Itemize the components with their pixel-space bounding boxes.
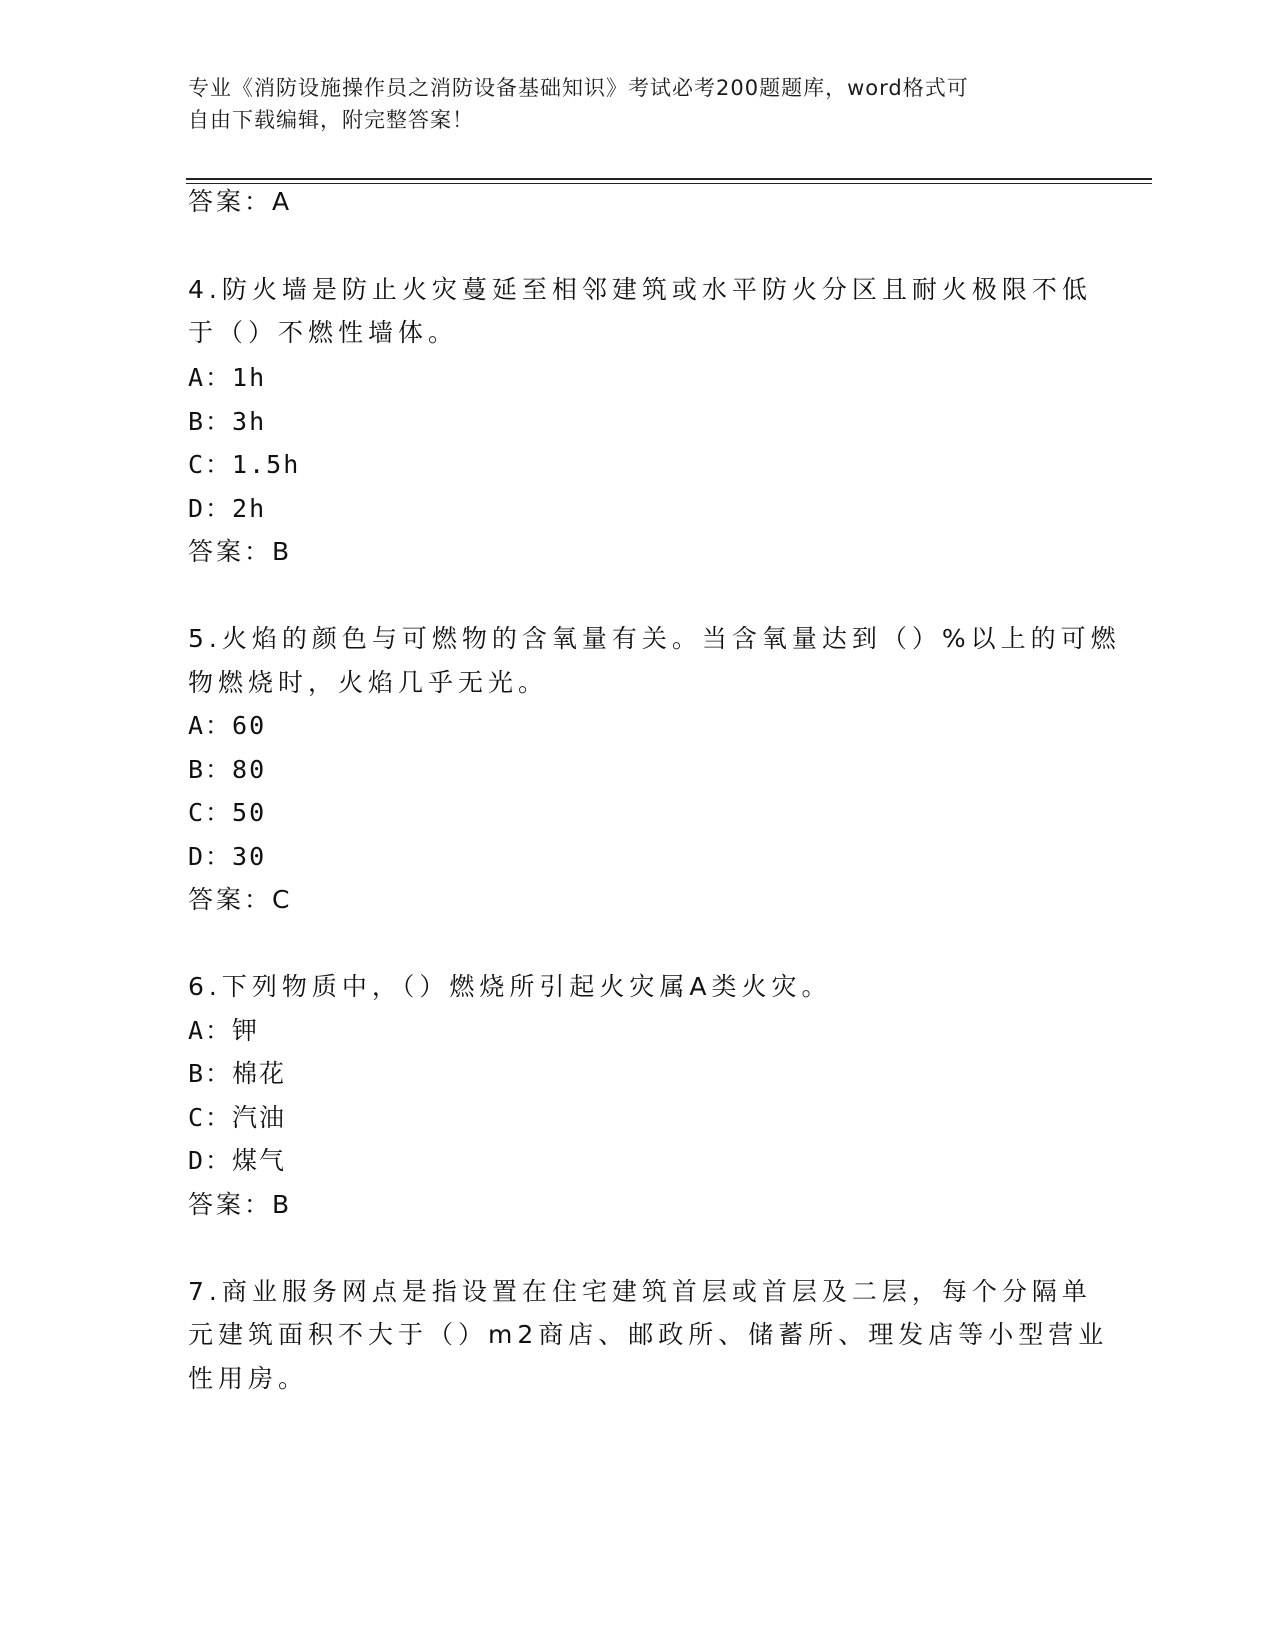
- question-6-option-b: B：棉花: [188, 1059, 287, 1088]
- question-6-stem-line-1: 6.下列物质中，（）燃烧所引起火灾属A类火灾。: [188, 972, 832, 1001]
- header-line-1: 专业《消防设施操作员之消防设备基础知识》考试必考200题题库，word格式可: [188, 76, 969, 100]
- question-4-answer: 答案：B: [188, 537, 293, 566]
- question-6-option-a: A：钾: [188, 1016, 260, 1045]
- question-6-answer: 答案：B: [188, 1190, 293, 1219]
- question-6-option-c: C：汽油: [188, 1103, 287, 1132]
- header-rule-thick: [186, 178, 1152, 180]
- question-7-stem-line-2: 元建筑面积不大于（）m2商店、邮政所、储蓄所、理发店等小型营业: [188, 1320, 1109, 1349]
- question-4-option-a: A：1h: [188, 363, 267, 392]
- question-7-stem-line-1: 7.商业服务网点是指设置在住宅建筑首层或首层及二层，每个分隔单: [188, 1277, 1092, 1306]
- question-4-option-d: D：2h: [188, 494, 267, 523]
- question-7-stem-line-3: 性用房。: [188, 1364, 309, 1393]
- question-5-option-b: B：80: [188, 755, 267, 784]
- question-5-option-d: D：30: [188, 842, 267, 871]
- document-header: [188, 72, 1068, 136]
- question-5-answer: 答案：C: [188, 885, 293, 914]
- question-4-option-c: C：1.5h: [188, 450, 301, 479]
- question-5-stem-line-1: 5.火焰的颜色与可燃物的含氧量有关。当含氧量达到（）%以上的可燃: [188, 624, 1121, 653]
- header-rule-thin: [186, 183, 1152, 184]
- question-6-option-d: D：煤气: [188, 1146, 287, 1175]
- question-4-stem-line-2: 于（）不燃性墙体。: [188, 318, 459, 347]
- question-4-stem-line-1: 4.防火墙是防止火灾蔓延至相邻建筑或水平防火分区且耐火极限不低: [188, 275, 1092, 304]
- question-5-option-a: A：60: [188, 711, 267, 740]
- question-5-option-c: C：50: [188, 798, 267, 827]
- answer-previous: 答案：A: [188, 187, 293, 216]
- question-5-stem-line-2: 物燃烧时，火焰几乎无光。: [188, 668, 549, 697]
- question-4-option-b: B：3h: [188, 407, 267, 436]
- header-line-2: 自由下载编辑，附完整答案！: [188, 108, 474, 132]
